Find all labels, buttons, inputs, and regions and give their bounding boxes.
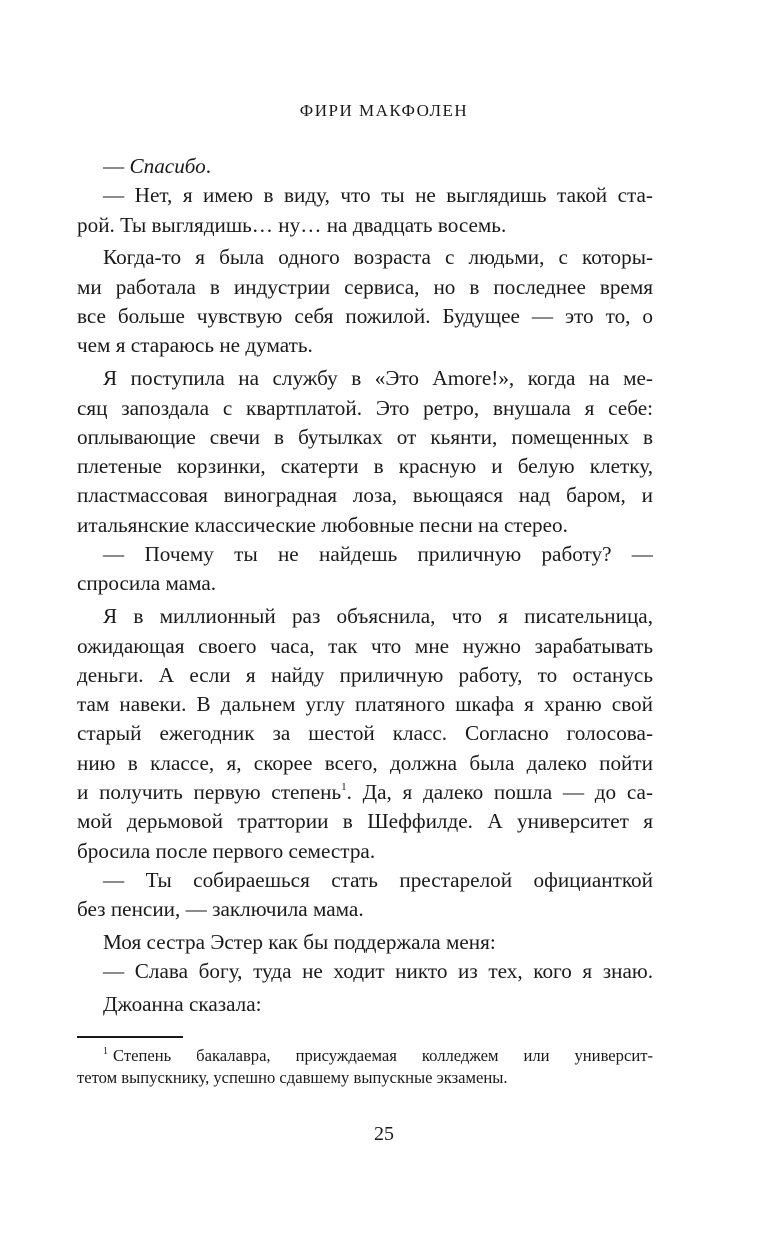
paragraph-first-line: Я поступила на службу в «Это Amore!», когда на ме- <box>103 366 653 391</box>
text-line: рой. Ты выглядишь… ну… на двадцать восемь. <box>77 212 507 237</box>
text-line: деньги. А если я найду приличную работу, то останусь <box>77 662 653 687</box>
page-number: 25 <box>374 1123 394 1145</box>
paragraph-first-line: Когда-то я была одного возраста с людьми, с которы- <box>103 245 653 270</box>
running-head: ФИРИ МАКФОЛЕН <box>299 101 469 120</box>
text-line: мой дерьмовой траттории в Шеффилде. А университет я <box>77 809 653 834</box>
text-line: оплывающие свечи в бутылках от кьянти, помещенных в <box>77 424 653 449</box>
paragraph-first-line: Я в миллионный раз объяснила, что я писательница, <box>103 604 653 629</box>
footnote-reference[interactable]: 1 <box>341 781 347 794</box>
text-line: плетеные корзинки, скатерти в красную и белую клетку, <box>77 454 653 479</box>
paragraph-first-line: Джоанна сказала: <box>103 992 262 1017</box>
footnote-marker: 1 <box>103 1046 108 1057</box>
text-line: старый ежегодник за шестой класс. Согласно голосова- <box>77 721 653 746</box>
footnote-line: $^1$ Степень бакалавра, присуждаемая колледжем или университ- <box>103 1046 653 1065</box>
text-line: итальянские классические любовные песни на стерео. <box>77 512 568 537</box>
paragraph-first-line: Моя сестра Эстер как бы поддержала меня: <box>103 930 496 955</box>
text-line: без пенсии, — заключила мама. <box>77 897 364 922</box>
text-line: чем я стараюсь не думать. <box>77 333 313 358</box>
text-line: все больше чувствую себя пожилой. Будущее — это то, о <box>77 304 653 329</box>
footnote-separator <box>77 1036 183 1038</box>
dialogue-line: — Слава богу, туда не ходит никто из тех, кого я знаю. <box>103 959 653 984</box>
text-line: там навеки. В дальнем углу платяного шкафа я храню свой <box>77 692 653 717</box>
footnote-line: тетом выпускнику, успешно сдавшему выпускные экзамены. <box>77 1068 508 1087</box>
dialogue-line: — Почему ты не найдешь приличную работу? — <box>103 542 653 567</box>
dialogue-line: — Спасибо. <box>103 154 212 178</box>
text-line: и получить первую степень$^1$. Да, я далеко пошла — до са- <box>77 780 653 805</box>
dialogue-line: — Ты собираешься стать престарелой официанткой <box>103 867 653 892</box>
text-line: спросила мама. <box>77 571 217 596</box>
body-text <box>77 152 653 1020</box>
text-line: пластмассовая виноградная лоза, вьющаяся над баром, и <box>77 483 653 508</box>
text-line: ожидающая своего часа, так что мне нужно зарабатывать <box>77 633 653 658</box>
text-line: бросила после первого семестра. <box>77 838 376 863</box>
text-line: сяц запоздала с квартплатой. Это ретро, внушала я себе: <box>77 395 653 420</box>
dialogue-line: — Нет, я имею в виду, что ты не выглядишь такой ста- <box>103 183 653 208</box>
text-line: ми работала в индустрии сервиса, но в последнее время <box>77 274 653 299</box>
footnote <box>77 1045 653 1089</box>
text-line: нию в классе, я, скорее всего, должна была далеко пойти <box>77 750 653 775</box>
